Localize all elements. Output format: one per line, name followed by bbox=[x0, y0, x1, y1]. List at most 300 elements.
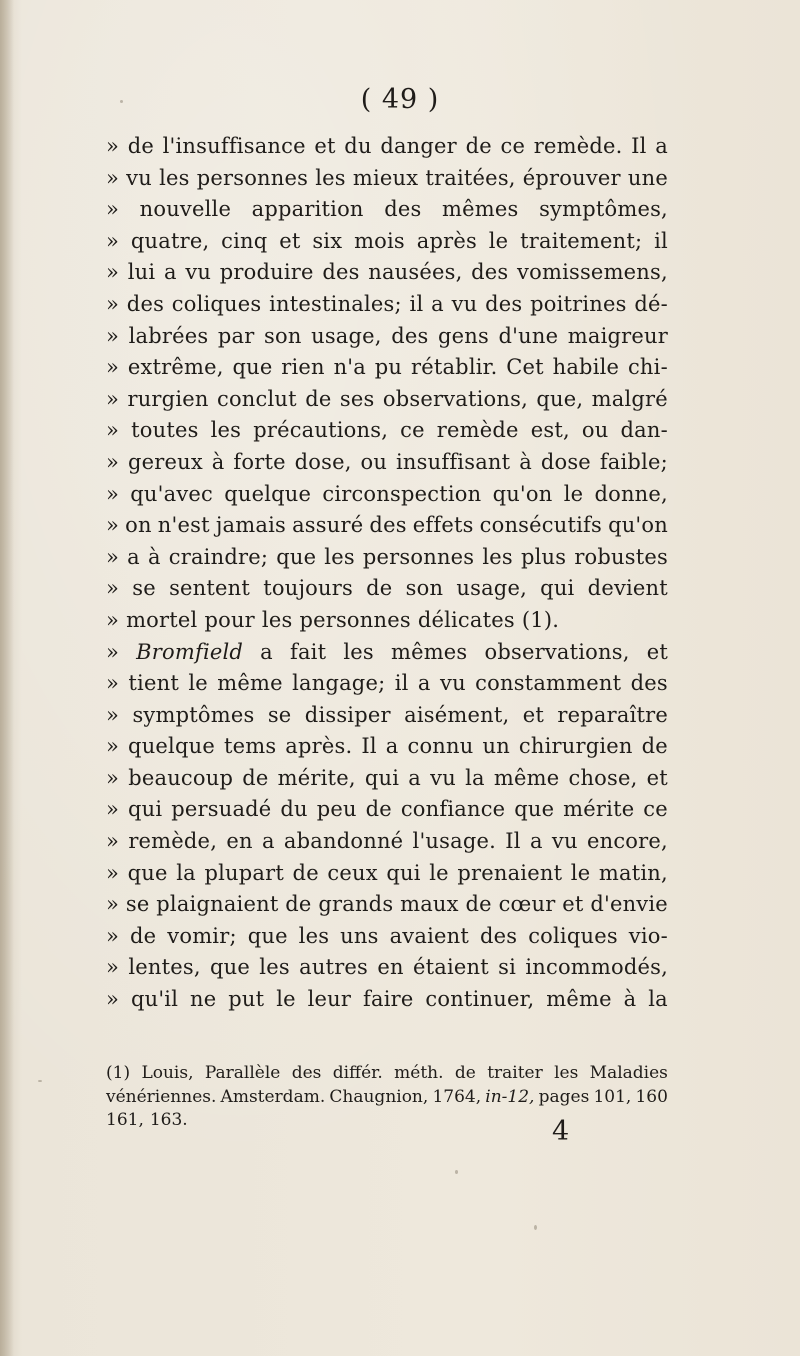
word: personnes bbox=[196, 165, 309, 190]
word: Bromfield bbox=[136, 639, 244, 664]
word: a bbox=[655, 134, 668, 158]
word: constamment bbox=[475, 671, 622, 696]
word: danger bbox=[380, 134, 457, 158]
word: produire bbox=[219, 260, 314, 285]
word: de bbox=[292, 860, 319, 885]
word: les bbox=[159, 165, 190, 190]
word: faible; bbox=[599, 449, 668, 474]
word: vu bbox=[451, 291, 478, 316]
word: dose, bbox=[294, 449, 352, 474]
text-line bbox=[106, 921, 668, 953]
signature-mark: 4 bbox=[552, 1116, 570, 1147]
word: cœur bbox=[498, 892, 556, 917]
word: remède. bbox=[533, 134, 623, 158]
text-line bbox=[106, 731, 668, 763]
word: forte bbox=[233, 449, 286, 474]
word: Il bbox=[505, 829, 521, 854]
body-text bbox=[106, 131, 668, 1016]
word: donne, bbox=[594, 481, 668, 506]
word: Louis, bbox=[141, 1063, 194, 1083]
word: plaignaient bbox=[156, 892, 279, 917]
word: que bbox=[247, 923, 288, 948]
text-line bbox=[106, 668, 668, 700]
word: une bbox=[627, 165, 668, 190]
word: tient bbox=[128, 671, 179, 696]
word: des bbox=[291, 1063, 322, 1083]
word: a bbox=[385, 734, 399, 759]
word: leur bbox=[307, 987, 352, 1012]
word: même bbox=[493, 765, 560, 790]
word: a bbox=[163, 260, 177, 285]
word: remède, bbox=[128, 829, 218, 854]
word: qui bbox=[128, 797, 163, 822]
word: les bbox=[259, 955, 290, 980]
word: personnes bbox=[299, 607, 411, 632]
word: quelque bbox=[224, 481, 312, 506]
text-line bbox=[106, 858, 668, 890]
word: labrées bbox=[128, 323, 209, 348]
word: ce bbox=[500, 134, 526, 158]
word: le bbox=[188, 671, 208, 696]
word: d'envie bbox=[590, 892, 668, 917]
word: mortel bbox=[126, 607, 198, 632]
word: a bbox=[127, 544, 140, 569]
word: les bbox=[261, 607, 293, 632]
text-line bbox=[106, 763, 668, 795]
word: d'une bbox=[498, 323, 559, 348]
word: rien bbox=[281, 355, 325, 380]
word: observations, bbox=[484, 639, 630, 664]
word: devient bbox=[587, 576, 668, 601]
text-line bbox=[106, 510, 668, 542]
word: » bbox=[106, 671, 120, 696]
word: toutes bbox=[131, 418, 199, 443]
word: de bbox=[285, 892, 312, 917]
word: est, bbox=[530, 418, 570, 443]
word: éprouver bbox=[522, 165, 621, 190]
word: effets bbox=[412, 513, 474, 538]
word: pu bbox=[374, 355, 403, 380]
word: usage, bbox=[311, 323, 382, 348]
gutter-shadow bbox=[0, 0, 14, 1356]
word: les bbox=[298, 923, 330, 948]
word: extrême, bbox=[127, 355, 224, 380]
word: de bbox=[465, 134, 492, 158]
word: Cet bbox=[506, 355, 544, 380]
word: les bbox=[554, 1063, 579, 1083]
word: les bbox=[210, 418, 242, 443]
word: Maladies bbox=[589, 1063, 668, 1083]
word: malgré bbox=[591, 386, 668, 411]
word: » bbox=[106, 576, 120, 601]
word: grands bbox=[318, 892, 394, 917]
paper-fleck bbox=[534, 1225, 537, 1230]
word: faire bbox=[363, 987, 414, 1012]
word: son bbox=[405, 576, 444, 601]
text-line bbox=[106, 889, 668, 921]
word: » bbox=[106, 513, 120, 538]
word: usage, bbox=[456, 576, 527, 601]
word: plus bbox=[520, 544, 567, 569]
word: ceux bbox=[327, 860, 378, 885]
word: le bbox=[276, 987, 296, 1012]
word: personnes bbox=[362, 544, 475, 569]
word: le bbox=[488, 228, 509, 253]
word: des bbox=[630, 671, 668, 696]
word: symptômes bbox=[132, 702, 255, 727]
word: rurgien bbox=[127, 386, 209, 411]
word: » bbox=[106, 481, 120, 506]
word: et bbox=[522, 702, 545, 727]
word: par bbox=[217, 323, 255, 348]
text-line bbox=[106, 637, 668, 669]
word: si bbox=[498, 955, 517, 980]
word: intestinales; bbox=[269, 291, 402, 316]
word: qui bbox=[386, 860, 421, 885]
word: traitées, bbox=[425, 165, 516, 190]
word: sentent bbox=[169, 576, 251, 601]
word: et bbox=[646, 639, 668, 664]
word: craindre; bbox=[168, 544, 269, 569]
word: mieux bbox=[352, 165, 419, 190]
text-line bbox=[106, 952, 668, 984]
word: des bbox=[384, 197, 422, 222]
word: » bbox=[106, 923, 120, 948]
word: après. bbox=[285, 734, 353, 759]
paper-fleck bbox=[455, 1170, 458, 1174]
word: put bbox=[228, 987, 265, 1012]
word: ce bbox=[400, 418, 425, 443]
word: de bbox=[465, 892, 492, 917]
word: vomir; bbox=[167, 923, 237, 948]
word: son bbox=[264, 323, 302, 348]
word: le bbox=[570, 860, 591, 885]
word: » bbox=[106, 260, 120, 285]
word: autres bbox=[299, 955, 369, 980]
word: 101, bbox=[593, 1086, 632, 1107]
word: et bbox=[314, 134, 336, 158]
word: qu'il bbox=[130, 987, 179, 1012]
text-line bbox=[106, 794, 668, 826]
word: vu bbox=[185, 260, 212, 285]
text-line bbox=[106, 542, 668, 574]
word: que bbox=[276, 544, 317, 569]
word: » bbox=[106, 165, 120, 190]
text-line bbox=[106, 573, 668, 605]
word: persuadé bbox=[171, 797, 272, 822]
word: chi- bbox=[627, 355, 668, 380]
word: » bbox=[106, 355, 120, 380]
word: ou bbox=[360, 449, 388, 474]
word: » bbox=[106, 987, 120, 1012]
text-line bbox=[106, 700, 668, 732]
word: a bbox=[529, 829, 543, 854]
word: qu'on bbox=[608, 513, 668, 538]
word: confiance bbox=[400, 797, 506, 822]
word: le bbox=[563, 481, 584, 506]
word: n'a bbox=[333, 355, 366, 380]
footnote bbox=[106, 1062, 668, 1133]
word: circonspection bbox=[322, 481, 482, 506]
word: et bbox=[646, 765, 668, 790]
word: incommodés, bbox=[525, 955, 668, 980]
word: que, bbox=[536, 386, 584, 411]
word: Chaugnion, bbox=[329, 1086, 429, 1107]
word: a bbox=[408, 765, 422, 790]
word: cinq bbox=[221, 228, 268, 253]
word: qui bbox=[540, 576, 575, 601]
word: délicates bbox=[417, 607, 515, 632]
word: peu bbox=[316, 797, 357, 822]
word: assuré bbox=[292, 513, 364, 538]
word: 161, bbox=[106, 1110, 144, 1130]
word: abandonné bbox=[283, 829, 404, 854]
word: coliques bbox=[171, 291, 262, 316]
word: » bbox=[106, 829, 120, 854]
word: en bbox=[226, 829, 253, 854]
text-line bbox=[106, 605, 668, 637]
word: » bbox=[106, 797, 120, 822]
word: il bbox=[654, 228, 668, 253]
word: la bbox=[465, 765, 485, 790]
word: quelque bbox=[128, 734, 215, 759]
word: méth. bbox=[394, 1063, 444, 1083]
word: les bbox=[482, 544, 513, 569]
word: continuer, bbox=[425, 987, 535, 1012]
word: même bbox=[546, 987, 612, 1012]
word: vu bbox=[126, 165, 152, 190]
word: Il bbox=[361, 734, 377, 759]
word: l'insuffisance bbox=[162, 134, 306, 158]
word: étaient bbox=[412, 955, 489, 980]
paper-fleck bbox=[120, 100, 123, 103]
word: ne bbox=[190, 987, 217, 1012]
word: » bbox=[106, 765, 120, 790]
word: » bbox=[106, 734, 120, 759]
word: vu bbox=[430, 765, 456, 790]
word: on bbox=[125, 513, 152, 538]
word: (1) bbox=[106, 1063, 131, 1083]
word: de bbox=[305, 386, 332, 411]
word: a bbox=[417, 671, 431, 696]
text-line bbox=[106, 384, 668, 416]
word: » bbox=[106, 892, 120, 917]
word: de bbox=[127, 134, 154, 158]
word: vu bbox=[551, 829, 578, 854]
word: traitement; bbox=[520, 228, 643, 253]
word: le bbox=[429, 860, 449, 885]
text-line bbox=[106, 479, 668, 511]
word: même bbox=[217, 671, 283, 696]
word: vénériennes. bbox=[106, 1086, 217, 1107]
word: » bbox=[106, 449, 120, 474]
word: poitrines bbox=[530, 291, 627, 316]
word: toujours bbox=[263, 576, 353, 601]
word: coliques bbox=[528, 923, 618, 948]
word: mois bbox=[354, 228, 405, 253]
word: maux bbox=[400, 892, 459, 917]
word: ses bbox=[339, 386, 375, 411]
word: se bbox=[125, 892, 150, 917]
word: insuffisant bbox=[396, 449, 511, 474]
word: pour bbox=[204, 607, 255, 632]
word: » bbox=[106, 134, 120, 158]
word: » bbox=[106, 544, 120, 569]
word: vio- bbox=[628, 923, 668, 948]
word: (1). bbox=[521, 607, 560, 632]
word: » bbox=[106, 291, 120, 316]
word: de bbox=[130, 923, 157, 948]
text-line bbox=[106, 194, 668, 226]
word: beaucoup bbox=[128, 765, 234, 790]
word: Il bbox=[631, 134, 647, 158]
word: nouvelle bbox=[139, 197, 232, 222]
word: que bbox=[514, 797, 555, 822]
word: matin, bbox=[598, 860, 668, 885]
word: vomissemens, bbox=[517, 260, 668, 285]
word: de bbox=[366, 576, 393, 601]
word: » bbox=[106, 702, 120, 727]
word: Parallèle bbox=[204, 1063, 281, 1083]
word: de bbox=[242, 765, 269, 790]
word: la bbox=[648, 987, 668, 1012]
word: que bbox=[232, 355, 273, 380]
word: chirurgien bbox=[518, 734, 633, 759]
word: dissiper bbox=[304, 702, 391, 727]
word: dose bbox=[540, 449, 591, 474]
word: à bbox=[623, 987, 637, 1012]
page-number: ( 49 ) bbox=[360, 84, 440, 115]
word: a bbox=[261, 829, 275, 854]
word: les bbox=[324, 544, 355, 569]
word: aisément, bbox=[404, 702, 510, 727]
text-line bbox=[106, 984, 668, 1016]
word: lui bbox=[127, 260, 156, 285]
word: des bbox=[322, 260, 360, 285]
word: » bbox=[106, 860, 120, 885]
word: ou bbox=[581, 418, 609, 443]
word: pages bbox=[538, 1086, 590, 1107]
word: prenaient bbox=[457, 860, 563, 885]
word: gens bbox=[438, 323, 489, 348]
word: dan- bbox=[620, 418, 668, 443]
word: consécutifs bbox=[479, 513, 602, 538]
word: des bbox=[479, 923, 518, 948]
word: de bbox=[454, 1063, 476, 1083]
word: plupart bbox=[204, 860, 284, 885]
word: » bbox=[106, 386, 120, 411]
word: du bbox=[280, 797, 308, 822]
text-line bbox=[106, 226, 668, 258]
word: à bbox=[211, 449, 225, 474]
text-line bbox=[106, 289, 668, 321]
word: 163. bbox=[149, 1110, 188, 1130]
word: des bbox=[391, 323, 429, 348]
word: » bbox=[106, 607, 120, 632]
word: symptômes, bbox=[539, 197, 668, 222]
word: mérite bbox=[563, 797, 635, 822]
word: six bbox=[312, 228, 343, 253]
word: a bbox=[260, 639, 273, 664]
word: in-12, bbox=[485, 1086, 535, 1107]
word: 160 bbox=[635, 1086, 668, 1107]
word: à bbox=[147, 544, 161, 569]
word: qu'on bbox=[492, 481, 553, 506]
word: encore, bbox=[586, 829, 668, 854]
word: » bbox=[106, 418, 120, 443]
word: tems bbox=[223, 734, 277, 759]
word: mérite, bbox=[277, 765, 356, 790]
word: différ. bbox=[332, 1063, 383, 1083]
word: jamais bbox=[215, 513, 286, 538]
word: du bbox=[344, 134, 372, 158]
word: que bbox=[127, 860, 168, 885]
word: en bbox=[377, 955, 404, 980]
word: des bbox=[485, 291, 523, 316]
word: maigreur bbox=[567, 323, 668, 348]
word: rétablir. bbox=[410, 355, 498, 380]
word: dé- bbox=[634, 291, 668, 316]
word: se bbox=[132, 576, 156, 601]
word: à bbox=[519, 449, 532, 474]
word: gereux bbox=[127, 449, 203, 474]
word: les bbox=[315, 165, 346, 190]
word: et bbox=[279, 228, 301, 253]
word: qui bbox=[364, 765, 400, 790]
word: n'est bbox=[157, 513, 210, 538]
word: » bbox=[106, 197, 120, 222]
text-line bbox=[106, 257, 668, 289]
word: et bbox=[562, 892, 584, 917]
word: fait bbox=[289, 639, 327, 664]
word: de bbox=[641, 734, 668, 759]
word: l'usage. bbox=[412, 829, 497, 854]
word: conclut bbox=[217, 386, 297, 411]
paper-fleck bbox=[38, 1080, 42, 1082]
word: précautions, bbox=[253, 418, 389, 443]
word: Amsterdam. bbox=[220, 1086, 326, 1107]
word: les bbox=[343, 639, 374, 664]
word: vu bbox=[440, 671, 466, 696]
word: » bbox=[106, 955, 120, 980]
word: 1764, bbox=[432, 1086, 482, 1107]
word: nausées, bbox=[368, 260, 463, 285]
word: que bbox=[210, 955, 251, 980]
word: des bbox=[471, 260, 509, 285]
text-line bbox=[106, 826, 668, 858]
word: lentes, bbox=[128, 955, 201, 980]
word: traiter bbox=[487, 1063, 543, 1083]
word: remède bbox=[436, 418, 519, 443]
footnote-line bbox=[106, 1109, 668, 1133]
word: langage; bbox=[292, 671, 386, 696]
word: observations, bbox=[382, 386, 528, 411]
text-line bbox=[106, 352, 668, 384]
word: » bbox=[106, 228, 120, 253]
footnote-line bbox=[106, 1062, 668, 1086]
word: » bbox=[106, 639, 120, 664]
word: des bbox=[126, 291, 165, 316]
word: quatre, bbox=[130, 228, 210, 253]
word: reparaître bbox=[557, 702, 668, 727]
text-line bbox=[106, 321, 668, 353]
text-line bbox=[106, 415, 668, 447]
word: uns bbox=[340, 923, 379, 948]
word: qu'avec bbox=[130, 481, 213, 506]
word: » bbox=[106, 323, 120, 348]
word: la bbox=[176, 860, 196, 885]
word: a bbox=[431, 291, 444, 316]
